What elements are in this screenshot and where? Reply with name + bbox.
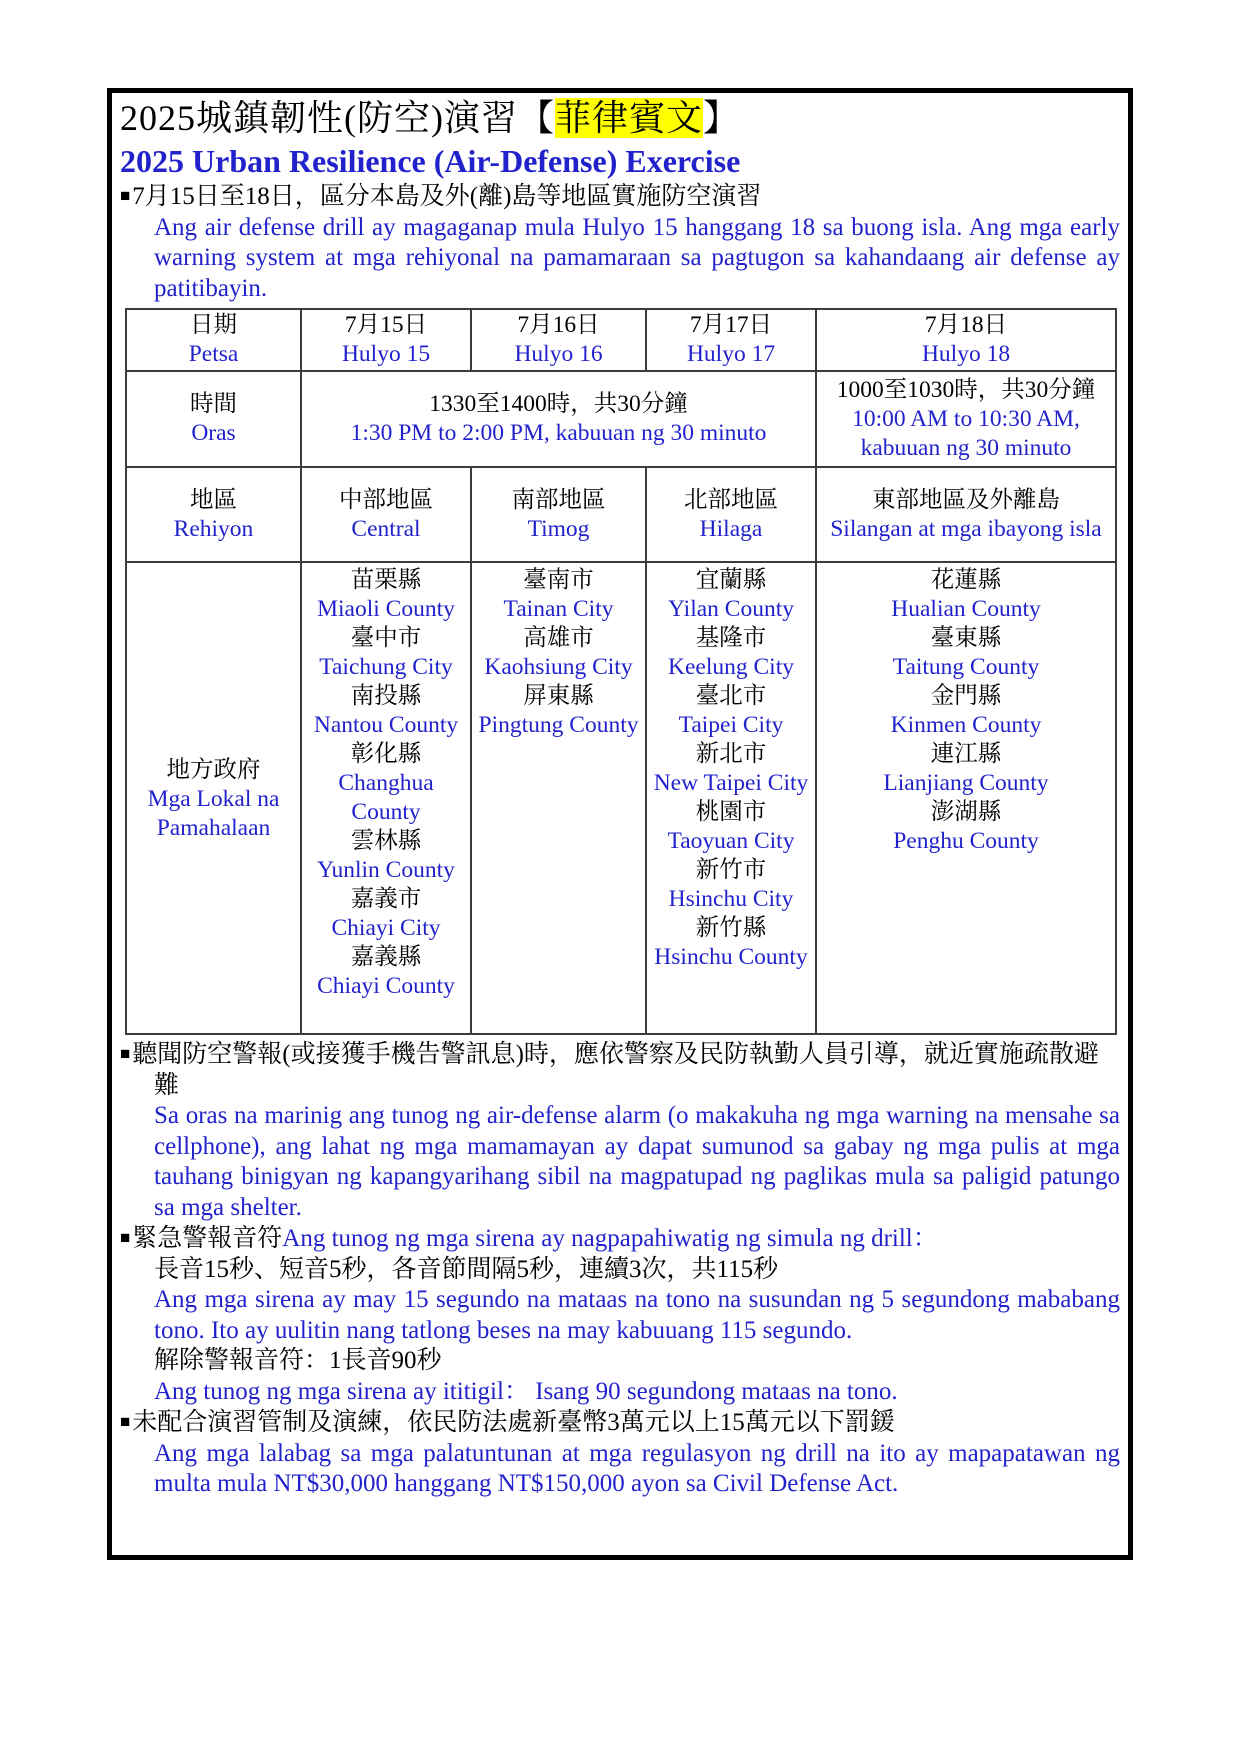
intro-bullet-zh-text: 7月15日至18日，區分本島及外(離)島等地區實施防空演習 — [132, 183, 762, 210]
gov-fil: Nantou County — [313, 712, 459, 738]
gov-fil: Taichung City — [319, 654, 453, 680]
gov-fil: Yunlin County — [317, 857, 455, 883]
gov-cell-east — [816, 562, 1116, 1034]
time-label-fil: Oras — [191, 420, 236, 446]
section-zh-text: 未配合演習管制及演練，依民防法處新臺幣3萬元以上15萬元以下罰鍰 — [132, 1409, 895, 1436]
region-fil: Hilaga — [699, 515, 763, 542]
gov-zh: 基隆市 — [695, 625, 767, 651]
section-allclear-zh: 解除警報音符：1長音90秒 — [154, 1347, 442, 1374]
date-label-zh: 日期 — [190, 312, 237, 338]
gov-fil: Kinmen County — [890, 712, 1042, 738]
gov-fil: Miaoli County — [317, 596, 455, 622]
region-cell-east — [816, 467, 1116, 562]
section-zh-text: 緊急警報音符 — [132, 1225, 283, 1252]
gov-fil: Changhua County — [338, 770, 434, 825]
gov-zh: 新北市 — [695, 741, 767, 767]
page-title-en: 2025 Urban Resilience (Air-Defense) Exercise — [120, 143, 741, 179]
gov-zh: 嘉義縣 — [350, 944, 422, 970]
time-label-zh: 時間 — [190, 391, 237, 417]
table-row-time — [126, 371, 1116, 467]
section-penalty-fil: Ang mga lalabag sa mga palatuntunan at mga regulasyon ng drill na ito ay mapapatawan ng multa mula NT$30,000 hanggang NT$150,000 ayon sa Civil Defense Act. — [154, 1439, 1120, 1497]
region-cell-central — [301, 467, 471, 562]
bullet-square-icon: ■ — [120, 1412, 131, 1431]
intro-bullet-zh — [120, 181, 1120, 213]
time-east-fil: 10:00 AM to 10:30 AM, kabuuan ng 30 minuto — [852, 405, 1080, 461]
title-zh-highlight: 菲律賓文 — [554, 98, 703, 138]
region-zh: 北部地區 — [684, 486, 778, 513]
date-cell-jul15 — [301, 309, 471, 371]
date-cell-jul16 — [471, 309, 646, 371]
date-zh: 7月18日 — [924, 312, 1008, 338]
gov-zh: 屏東縣 — [523, 683, 594, 709]
table-row-region — [126, 467, 1116, 562]
region-fil: Central — [351, 515, 421, 542]
date-label-fil: Petsa — [188, 341, 239, 367]
section-penalty-zh — [120, 1407, 1120, 1439]
gov-fil: Taitung County — [892, 654, 1040, 680]
region-label-zh: 地區 — [190, 486, 237, 513]
gov-zh: 臺北市 — [695, 683, 767, 709]
gov-zh: 新竹市 — [695, 857, 767, 883]
region-fil: Silangan at mga ibayong isla — [830, 515, 1102, 542]
section-siren-start — [120, 1223, 1120, 1255]
region-label-cell — [126, 467, 301, 562]
document-frame — [107, 88, 1133, 1560]
gov-zh: 宜蘭縣 — [695, 567, 767, 593]
region-zh: 中部地區 — [339, 486, 433, 513]
gov-fil: Hsinchu City — [668, 886, 794, 912]
gov-label-cell — [126, 562, 301, 1034]
gov-cell-south — [471, 562, 646, 1034]
date-zh: 7月16日 — [517, 312, 600, 338]
gov-fil: Penghu County — [893, 828, 1039, 854]
date-label-cell — [126, 309, 301, 371]
title-zh-prefix: 2025城鎮韌性(防空)演習【 — [120, 98, 555, 138]
gov-fil: Kaohsiung City — [484, 654, 633, 680]
region-cell-south — [471, 467, 646, 562]
gov-zh: 臺南市 — [523, 567, 594, 593]
section-allclear-fil: Ang tunog ng mga sirena ay ititigil： Isang 90 segundong mataas na tono. — [154, 1377, 898, 1405]
date-fil: Hulyo 16 — [514, 341, 603, 367]
date-fil: Hulyo 18 — [921, 341, 1011, 367]
gov-zh: 雲林縣 — [350, 828, 422, 854]
gov-zh: 南投縣 — [350, 683, 422, 709]
gov-zh: 連江縣 — [930, 741, 1002, 767]
gov-cell-central — [301, 562, 471, 1034]
time-cell-main — [301, 371, 816, 467]
region-zh: 東部地區及外離島 — [872, 486, 1060, 513]
date-fil: Hulyo 15 — [341, 341, 431, 367]
gov-fil: Keelung City — [668, 654, 794, 680]
section-zh-text: 聽聞防空警報(或接獲手機告警訊息)時，應依警察及民防執勤人員引導，就近實施疏散避難 — [132, 1041, 1099, 1099]
table-row-local-governments — [126, 562, 1116, 1034]
gov-zh: 彰化縣 — [350, 741, 422, 767]
gov-fil: Hualian County — [891, 596, 1041, 622]
gov-zh: 苗栗縣 — [350, 567, 422, 593]
time-east-zh: 1000至1030時，共30分鐘 — [836, 376, 1096, 403]
bullet-square-icon: ■ — [120, 186, 131, 205]
region-cell-north — [646, 467, 816, 562]
date-zh: 7月17日 — [689, 312, 773, 338]
section-alarm-guidance-zh — [120, 1039, 1120, 1101]
time-label-cell — [126, 371, 301, 467]
bullet-square-icon: ■ — [120, 1044, 131, 1063]
gov-fil: Hsinchu County — [654, 944, 808, 970]
table-row-date — [126, 309, 1116, 371]
gov-zh: 花蓮縣 — [930, 567, 1002, 593]
page-title-zh — [120, 95, 1120, 141]
time-main-zh: 1330至1400時，共30分鐘 — [429, 391, 688, 417]
gov-zh: 嘉義市 — [350, 886, 422, 912]
gov-fil: Taoyuan City — [667, 828, 795, 854]
gov-fil: Chiayi County — [317, 973, 455, 999]
gov-zh: 桃園市 — [695, 799, 767, 825]
section-fil-inline: Ang tunog ng mga sirena ay nagpapahiwatig ng simula ng drill： — [282, 1225, 938, 1252]
title-zh-suffix: 】 — [703, 98, 741, 138]
section-siren-pattern-zh: 長音15秒、短音5秒，各音節間隔5秒，連續3次，共115秒 — [154, 1255, 779, 1283]
time-main-fil: 1:30 PM to 2:00 PM, kabuuan ng 30 minuto — [350, 420, 767, 446]
gov-label-zh: 地方政府 — [166, 756, 261, 783]
gov-zh: 高雄市 — [523, 625, 594, 651]
date-cell-jul17 — [646, 309, 816, 371]
time-cell-east — [816, 371, 1116, 467]
intro-paragraph-fil: Ang air defense drill ay magaganap mula Hulyo 15 hanggang 18 sa buong isla. Ang mga early warning system at mga rehiyonal na pamamaraan sa pagtugon sa kahandaang air defense ay patitibayin. — [154, 213, 1120, 302]
gov-fil: Taipei City — [678, 712, 784, 738]
date-fil: Hulyo 17 — [686, 341, 776, 367]
gov-fil: Tainan City — [503, 596, 614, 622]
gov-label-fil: Mga Lokal na Pamahalaan — [147, 785, 280, 841]
gov-zh: 臺中市 — [350, 625, 422, 651]
gov-fil: Lianjiang County — [883, 770, 1049, 796]
gov-zh: 澎湖縣 — [930, 799, 1002, 825]
section-siren-pattern-fil: Ang mga sirena ay may 15 segundo na mataas na tono na susundan ng 5 segundong mababang tono. Ito ay uulitin nang tatlong beses na may kabuuang 115 segundo. — [154, 1286, 1120, 1344]
gov-zh: 臺東縣 — [930, 625, 1002, 651]
gov-fil: Pingtung County — [478, 712, 639, 738]
section-alarm-guidance-fil: Sa oras na marinig ang tunog ng air-defense alarm (o makakuha ng mga warning na mensahe sa cellphone), ang lahat ng mga mamamayan ay dapat sumunod sa gabay ng mga pulis at mga tauhang binigyan ng kapangyarihang sibil na magpatupad ng paglikas mula sa paligid patungo sa mga shelter. — [154, 1102, 1120, 1221]
region-zh: 南部地區 — [511, 486, 606, 513]
gov-fil: Chiayi City — [331, 915, 441, 941]
schedule-table — [125, 308, 1117, 1035]
date-zh: 7月15日 — [344, 312, 428, 338]
gov-zh: 金門縣 — [930, 683, 1002, 709]
region-label-fil: Rehiyon — [173, 515, 254, 542]
gov-fil: New Taipei City — [653, 770, 809, 796]
gov-zh: 新竹縣 — [695, 915, 767, 941]
region-fil: Timog — [527, 515, 590, 542]
gov-fil: Yilan County — [668, 596, 794, 622]
date-cell-jul18 — [816, 309, 1116, 371]
gov-cell-north — [646, 562, 816, 1034]
bullet-square-icon: ■ — [120, 1228, 131, 1247]
